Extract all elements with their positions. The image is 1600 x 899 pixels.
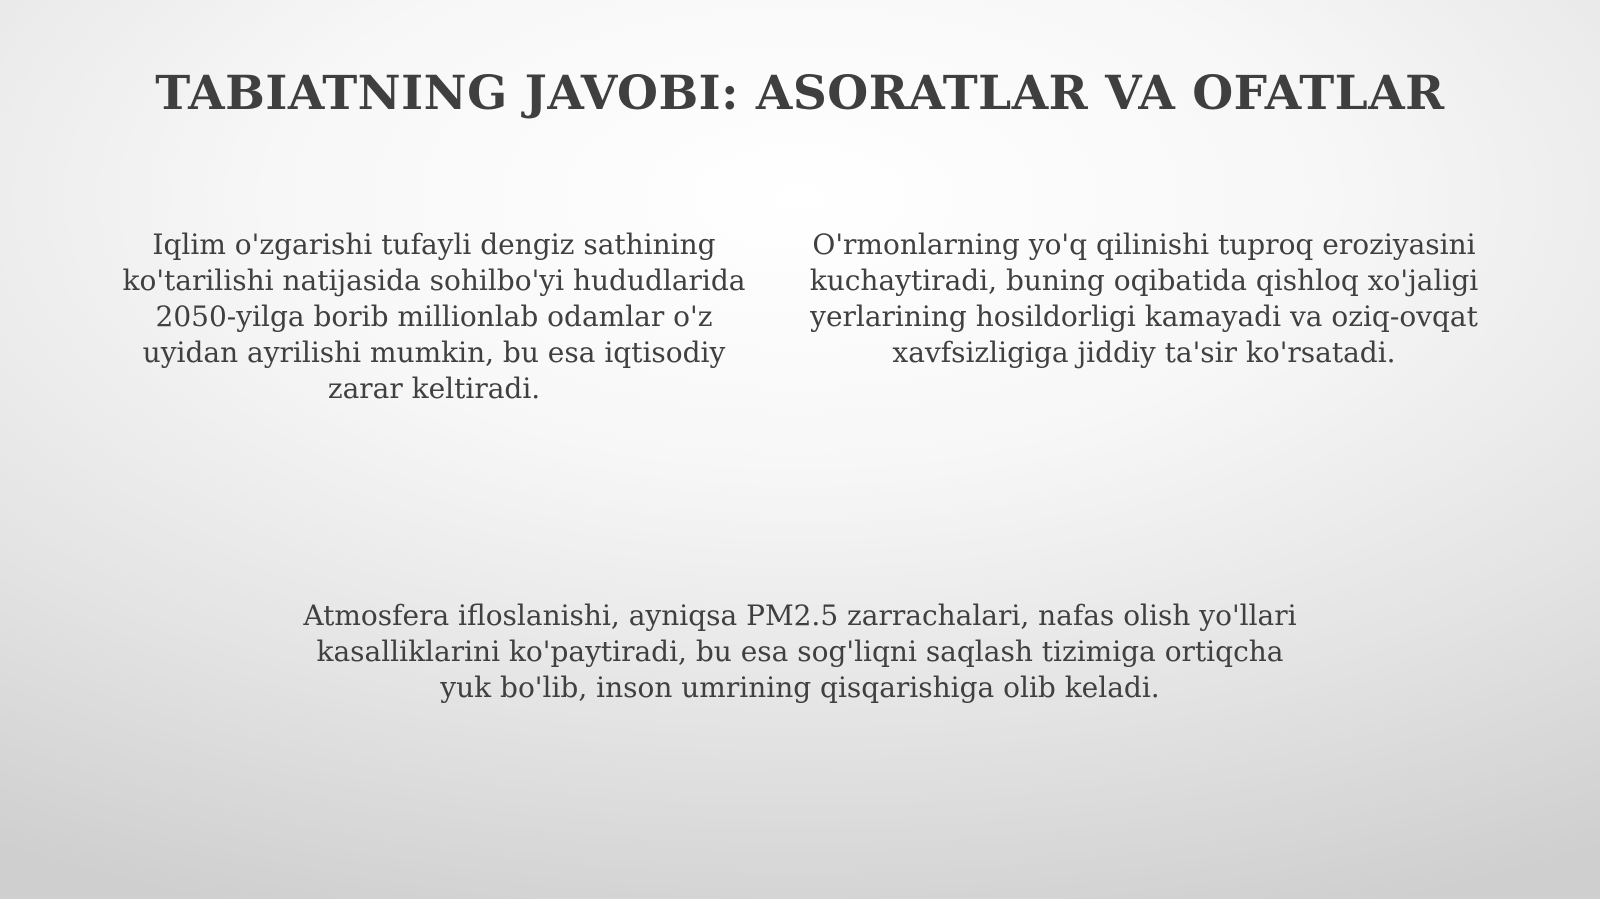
paragraph-deforestation: O'rmonlarning yo'q qilinishi tuproq eroziyasini kuchaytiradi, buning oqibatida qishloq xo'jaligi yerlarining hosildorligi kamayadi va oziq-ovqat xavfsizligiga jiddiy ta'sir ko'rsatadi. bbox=[809, 228, 1479, 369]
paragraph-air-pollution: Atmosfera ifloslanishi, ayniqsa PM2.5 zarrachalari, nafas olish yo'llari kasalliklarini ko'paytiradi, bu esa sog'liqni saqlash tizimiga ortiqcha yuk bo'lib, inson umrining qisqarishiga olib keladi. bbox=[303, 599, 1297, 704]
slide-title: TABIATNING JAVOBI: ASORATLAR VA OFATLAR bbox=[155, 66, 1445, 121]
paragraph-sea-level: Iqlim o'zgarishi tufayli dengiz sathining ko'tarilishi natijasida sohilbo'yi hududlarida 2050-yilga borib millionlab odamlar o'z uyidan ayrilishi mumkin, bu esa iqtisodiy zarar keltiradi. bbox=[122, 228, 746, 405]
